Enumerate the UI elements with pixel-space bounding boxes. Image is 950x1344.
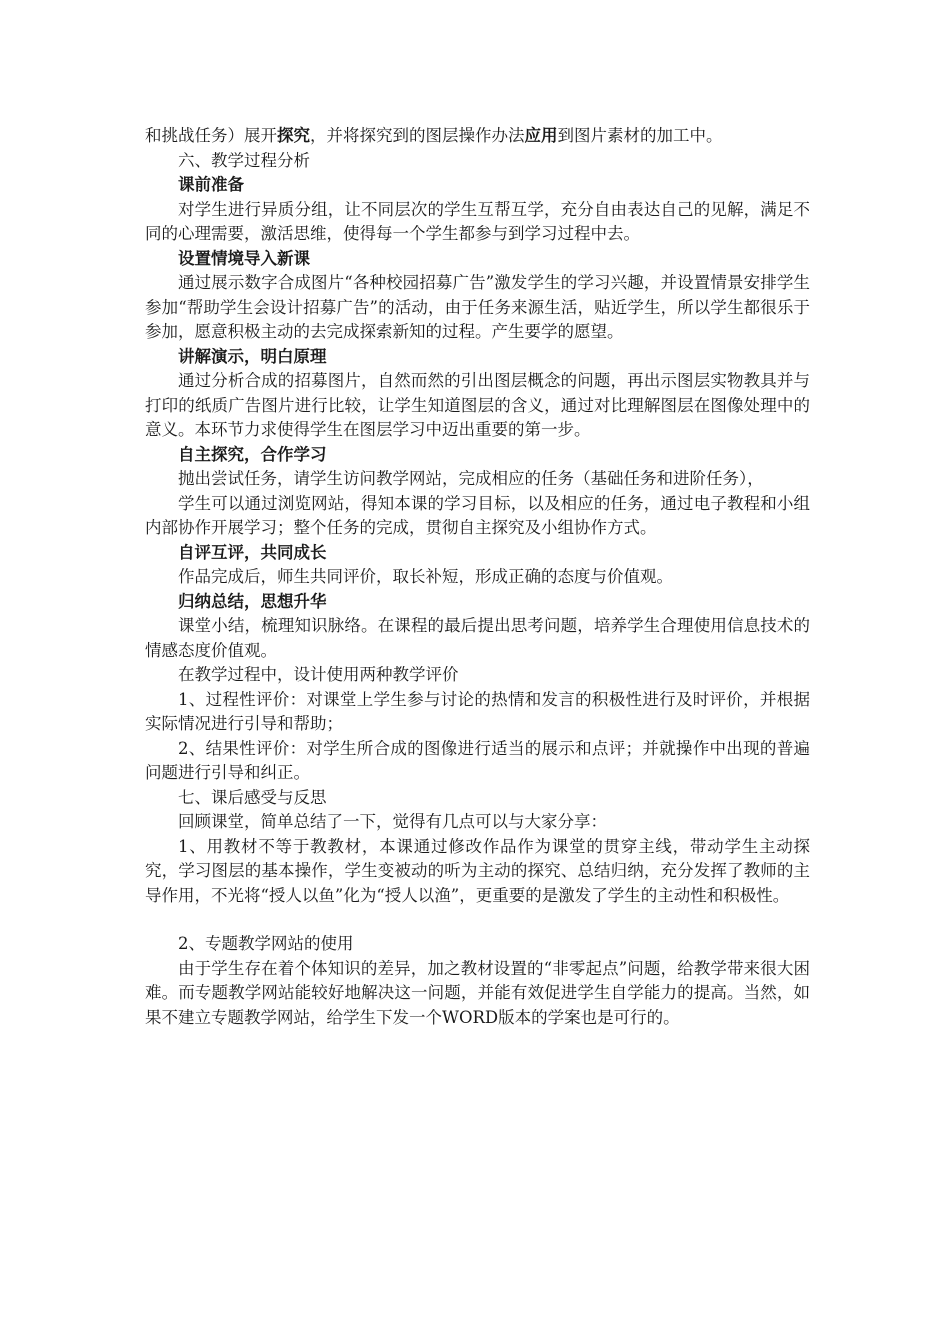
- section-heading-6: 六、教学过程分析: [178, 150, 310, 170]
- paragraph: 通过展示数字合成图片“各种校园招募广告”激发学生的学习兴趣，并设置情景安排学生参加“帮助学生会设计招募广告”的活动，由于任务来源生活，贴近学生，所以学生都很乐于参加，愿意积极主动的去完成探索新知的过程。产生要学的愿望。: [145, 273, 810, 341]
- paragraph: 回顾课堂，简单总结了一下，觉得有几点可以与大家分享：: [178, 812, 607, 831]
- subheading-self-inquiry: 自主探究，合作学习: [178, 444, 327, 464]
- paragraph-continuation: [145, 124, 810, 149]
- document-body: [145, 124, 810, 1030]
- subheading-evaluation: 自评互评，共同成长: [178, 542, 327, 562]
- paragraph: 学生可以通过浏览网站，得知本课的学习目标，以及相应的任务，通过电子教程和小组内部协作开展学习；整个任务的完成，贯彻自主探究及小组协作方式。: [145, 493, 810, 537]
- subheading-pre-class-prep: 课前准备: [178, 175, 244, 194]
- list-item: 1、用教材不等于教教材，本课通过修改作品作为课堂的贯穿主线，带动学生主动探究，学习图层的基本操作，学生变被动的听为主动的探究、总结归纳，充分发挥了教师的主导作用，不光将“授人以鱼”化为“授人以渔”，更重要的是激发了学生的主动性和积极性。: [145, 836, 810, 905]
- section-heading-7: 七、课后感受与反思: [178, 787, 327, 807]
- subheading-summary: 归纳总结，思想升华: [178, 591, 327, 611]
- list-item: 2、结果性评价：对学生所合成的图像进行适当的展示和点评；并就操作中出现的普遍问题进行引导和纠正。: [145, 738, 810, 782]
- text-run: ，并将探究到的图层操作办法: [310, 126, 525, 145]
- text-run: 和挑战任务）展开: [145, 126, 277, 145]
- paragraph: 抛出尝试任务，请学生访问教学网站，完成相应的任务（基础任务和进阶任务），: [178, 469, 764, 488]
- text-run: 到图片素材的加工中。: [557, 126, 723, 145]
- paragraph: 通过分析合成的招募图片，自然而然的引出图层概念的问题，再出示图层实物教具并与打印的纸质广告图片进行比较，让学生知道图层的含义，通过对比理解图层在图像处理中的意义。本环节力求使得学生在图层学习中迈出重要的第一步。: [145, 371, 810, 439]
- paragraph: 由于学生存在着个体知识的差异，加之教材设置的“非零起点”问题，给教学带来很大困难。而专题教学网站能较好地解决这一问题，并能有效促进学生自学能力的提高。当然，如果不建立专题教学网站，给学生下发一个WORD版本的学案也是可行的。: [145, 958, 810, 1027]
- paragraph: 在教学过程中，设计使用两种教学评价: [178, 665, 459, 684]
- paragraph: 作品完成后，师生共同评价，取长补短，形成正确的态度与价值观。: [178, 567, 673, 586]
- list-item: 2、专题教学网站的使用: [178, 934, 354, 953]
- bold-text-run: 探究: [277, 126, 310, 145]
- blank-line: [145, 908, 810, 932]
- paragraph: 对学生进行异质分组，让不同层次的学生互帮互学，充分自由表达自己的见解，满足不同的心理需要，激活思维，使得每一个学生都参与到学习过程中去。: [145, 199, 810, 243]
- bold-text-run: 应用: [524, 126, 558, 145]
- subheading-scenario-intro: 设置情境导入新课: [178, 248, 310, 268]
- list-item: 1、过程性评价：对课堂上学生参与讨论的热情和发言的积极性进行及时评价，并根据实际情况进行引导和帮助；: [145, 689, 810, 733]
- paragraph: 课堂小结，梳理知识脉络。在课程的最后提出思考问题，培养学生合理使用信息技术的情感态度价值观。: [145, 616, 810, 660]
- subheading-demo-principle: 讲解演示，明白原理: [178, 346, 327, 366]
